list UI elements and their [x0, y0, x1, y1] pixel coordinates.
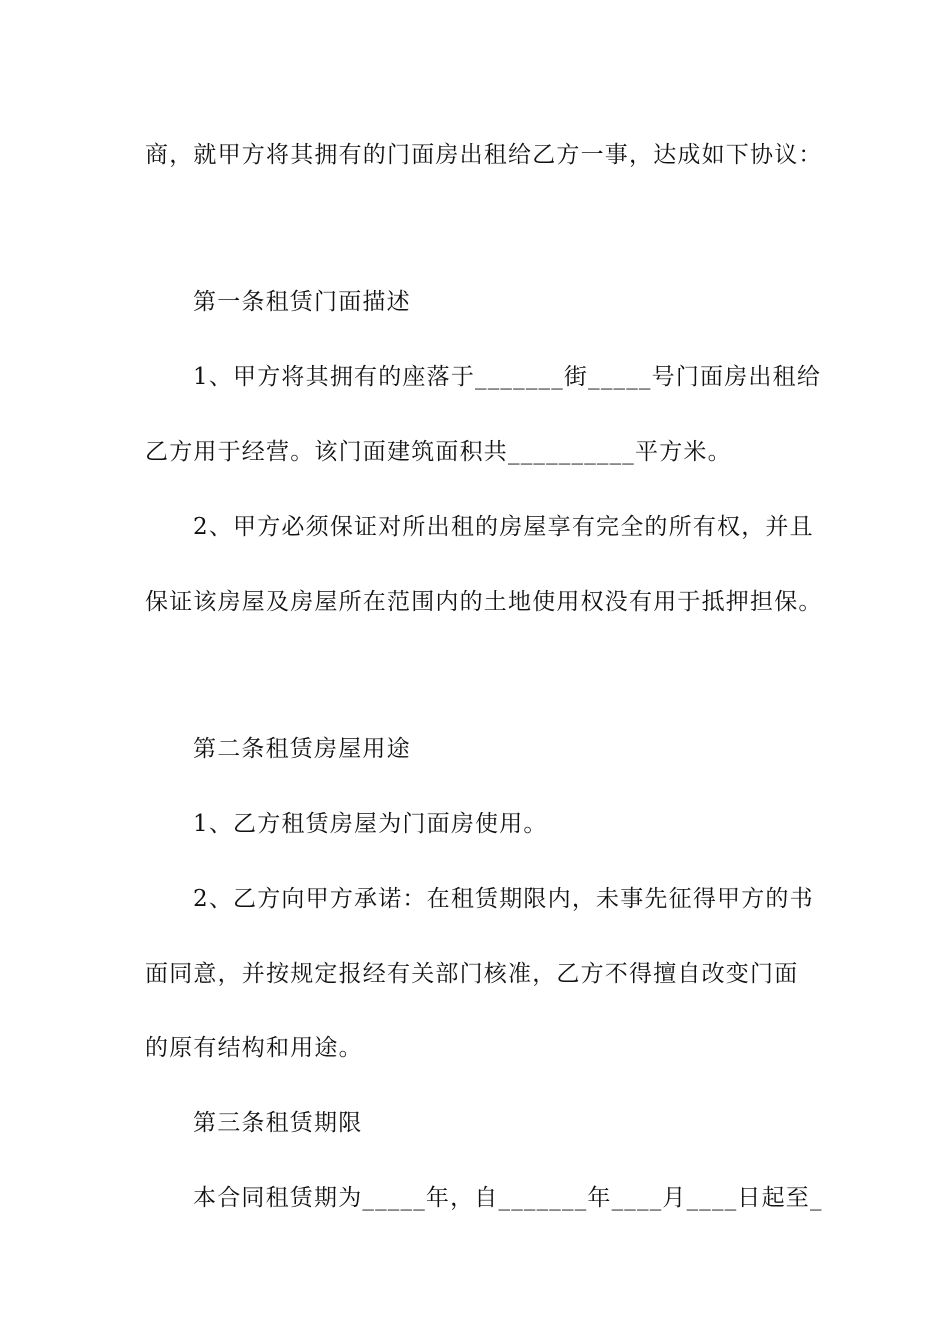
article-3-clause-line-1: 本合同租赁期为_____年，自_______年____月____日起至_ — [193, 1185, 823, 1211]
article-2-clause-2-line-1: 2、乙方向甲方承诺：在租赁期限内，未事先征得甲方的书 — [193, 886, 814, 912]
article-1-heading: 第一条租赁门面描述 — [193, 289, 411, 315]
article-2-clause-2-line-3: 的原有结构和用途。 — [145, 1035, 363, 1061]
article-2-clause-2-line-2: 面同意，并按规定报经有关部门核准，乙方不得擅自改变门面 — [145, 961, 799, 987]
article-1-clause-2-line-2: 保证该房屋及房屋所在范围内的土地使用权没有用于抵押担保。 — [145, 589, 823, 615]
article-2-heading: 第二条租赁房屋用途 — [193, 736, 411, 762]
article-2-clause-1: 1、乙方租赁房屋为门面房使用。 — [193, 811, 548, 837]
article-1-clause-2-line-1: 2、甲方必须保证对所出租的房屋享有完全的所有权，并且 — [193, 514, 814, 540]
article-1-clause-1-line-1: 1、甲方将其拥有的座落于_______街_____号门面房出租给 — [193, 364, 822, 390]
article-3-heading: 第三条租赁期限 — [193, 1110, 363, 1136]
article-1-clause-1-line-2: 乙方用于经营。该门面建筑面积共__________平方米。 — [145, 439, 732, 465]
paragraph-intro-end: 商，就甲方将其拥有的门面房出租给乙方一事，达成如下协议： — [145, 142, 823, 168]
